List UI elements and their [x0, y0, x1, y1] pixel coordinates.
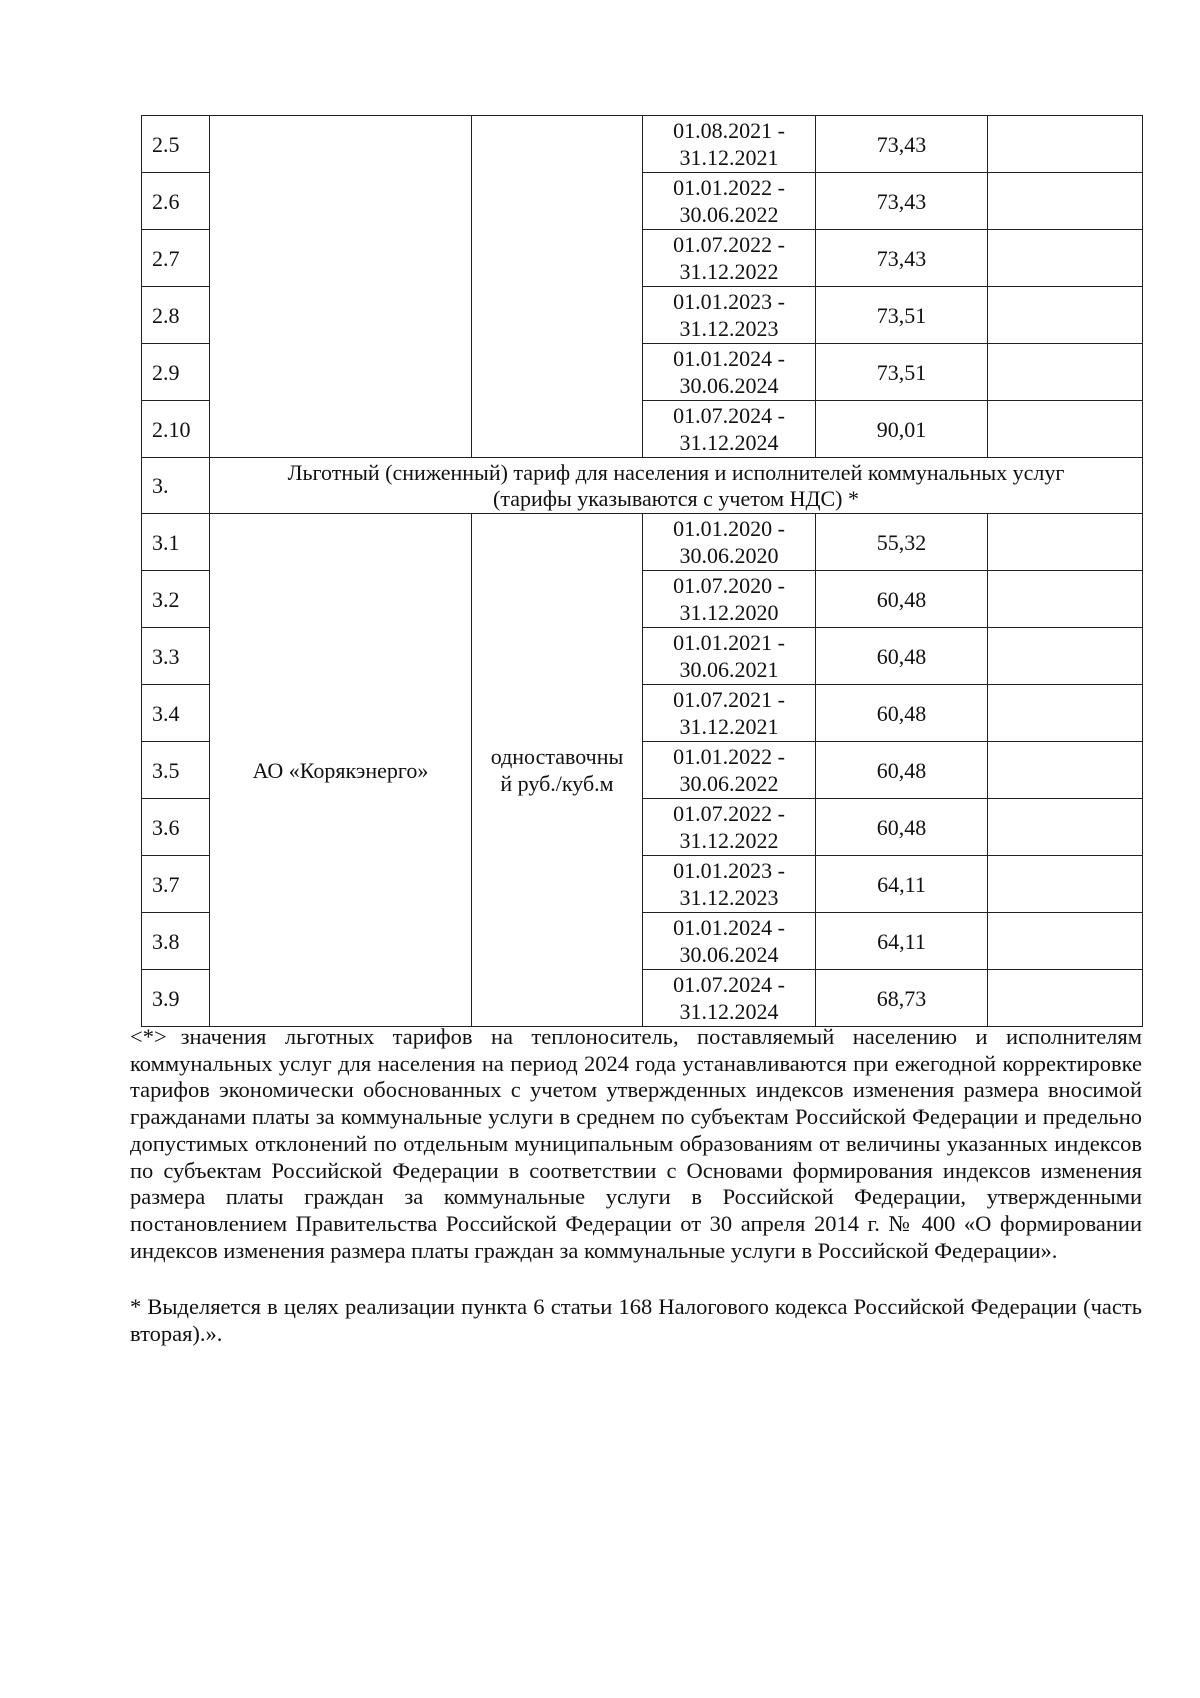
table-row	[142, 514, 1143, 571]
period-start: 01.07.2024 -	[673, 403, 785, 428]
section-title-line: (тарифы указываются с учетом НДС) *	[493, 485, 859, 511]
section-title	[210, 458, 1143, 514]
period-start: 01.01.2022 -	[673, 175, 785, 200]
empty-cell	[988, 856, 1143, 913]
period-cell	[643, 230, 816, 287]
period-end: 30.06.2022	[679, 202, 779, 227]
period-start: 01.07.2021 -	[673, 687, 785, 712]
period-cell	[643, 514, 816, 571]
period-end: 31.12.2024	[679, 999, 779, 1024]
period-end: 31.12.2024	[679, 430, 779, 455]
period-cell	[643, 571, 816, 628]
tariff-value: 60,48	[816, 571, 988, 628]
organization-name: АО «Корякэнерго»	[252, 757, 429, 783]
empty-cell	[988, 970, 1143, 1027]
tariff-table-body	[142, 116, 1143, 1027]
empty-cell	[988, 742, 1143, 799]
row-number: 2.10	[142, 401, 210, 458]
tariff-value: 64,11	[816, 913, 988, 970]
tariff-type-cell	[472, 116, 643, 458]
period-end: 30.06.2020	[679, 543, 779, 568]
tariff-type-cell	[472, 514, 643, 1027]
row-number: 2.7	[142, 230, 210, 287]
row-number: 3.9	[142, 970, 210, 1027]
period-start: 01.07.2022 -	[673, 232, 785, 257]
tariff-table	[141, 115, 1143, 1027]
row-number: 3.	[142, 458, 210, 514]
period-start: 01.01.2023 -	[673, 289, 785, 314]
row-number: 3.1	[142, 514, 210, 571]
period-end: 31.12.2021	[679, 145, 779, 170]
period-cell	[643, 628, 816, 685]
row-number: 3.8	[142, 913, 210, 970]
period-start: 01.08.2021 -	[673, 118, 785, 143]
row-number: 3.5	[142, 742, 210, 799]
footnote-benefit-tariffs	[130, 1024, 1142, 1264]
period-start: 01.07.2024 -	[673, 972, 785, 997]
period-start: 01.01.2020 -	[673, 516, 785, 541]
period-end: 30.06.2024	[679, 373, 779, 398]
period-end: 31.12.2023	[679, 316, 779, 341]
empty-cell	[988, 913, 1143, 970]
tariff-type-line: одноставочны	[490, 744, 624, 769]
period-end: 31.12.2022	[679, 259, 779, 284]
period-cell	[643, 344, 816, 401]
notes-block	[130, 1024, 1142, 1348]
period-end: 31.12.2020	[679, 600, 779, 625]
row-number: 2.5	[142, 116, 210, 173]
period-end: 30.06.2021	[679, 657, 779, 682]
row-number: 3.6	[142, 799, 210, 856]
tariff-value: 64,11	[816, 856, 988, 913]
tariff-value: 60,48	[816, 799, 988, 856]
empty-cell	[988, 230, 1143, 287]
period-start: 01.07.2022 -	[673, 801, 785, 826]
tariff-value: 55,32	[816, 514, 988, 571]
row-number: 3.7	[142, 856, 210, 913]
empty-cell	[988, 173, 1143, 230]
footnote-marker: <*>	[130, 1024, 167, 1049]
row-number: 2.8	[142, 287, 210, 344]
empty-cell	[988, 571, 1143, 628]
period-end: 31.12.2022	[679, 828, 779, 853]
period-cell	[643, 116, 816, 173]
period-cell	[643, 856, 816, 913]
footnote-text: значения льготных тарифов на теплоноситель, поставляемый населению и исполнителям коммунальных услуг для населения на период 2024 года устанавливаются при ежегодной корректировке тарифов экономически обоснованных с учетом утвержденных индексов изменения размера вносимой гражданами платы за коммунальные услуги в среднем по субъектам Российской Федерации и предельно допустимых отклонений по отдельным муниципальным образованиям от величины указанных индексов по субъектам Российской Федерации в соответствии с Основами формирования индексов изменения размера платы граждан за коммунальные услуги в Российской Федерации, утвержденными постановлением Правительства Российской Федерации от 30 апреля 2014 г. № 400 «О формировании индексов изменения размера платы граждан за коммунальные услуги в Российской Федерации».	[130, 1024, 1142, 1263]
period-cell	[643, 970, 816, 1027]
period-start: 01.01.2024 -	[673, 915, 785, 940]
tariff-type-line: й руб./куб.м	[500, 771, 614, 796]
period-start: 01.01.2021 -	[673, 630, 785, 655]
period-end: 30.06.2024	[679, 942, 779, 967]
empty-cell	[988, 116, 1143, 173]
tariff-value: 90,01	[816, 401, 988, 458]
period-start: 01.07.2020 -	[673, 573, 785, 598]
tariff-value: 60,48	[816, 685, 988, 742]
tariff-value: 73,43	[816, 230, 988, 287]
row-number: 3.3	[142, 628, 210, 685]
empty-cell	[988, 799, 1143, 856]
section-header-row	[142, 458, 1143, 514]
period-start: 01.01.2022 -	[673, 744, 785, 769]
row-number: 2.6	[142, 173, 210, 230]
tariff-value: 73,51	[816, 344, 988, 401]
tariff-value: 73,51	[816, 287, 988, 344]
tariff-value: 60,48	[816, 628, 988, 685]
empty-cell	[988, 514, 1143, 571]
period-end: 31.12.2023	[679, 885, 779, 910]
row-number: 2.9	[142, 344, 210, 401]
empty-cell	[988, 287, 1143, 344]
tariff-value: 60,48	[816, 742, 988, 799]
period-cell	[643, 742, 816, 799]
row-number: 3.4	[142, 685, 210, 742]
period-cell	[643, 401, 816, 458]
section-title-line: Льготный (сниженный) тариф для населения и исполнителей коммунальных услуг	[287, 459, 1065, 485]
period-cell	[643, 685, 816, 742]
organization-cell	[210, 116, 472, 458]
footnote-vat: * Выделяется в целях реализации пункта 6 статьи 168 Налогового кодекса Российской Федерации (часть вторая).».	[130, 1294, 1142, 1347]
period-end: 30.06.2022	[679, 771, 779, 796]
empty-cell	[988, 685, 1143, 742]
tariff-value: 73,43	[816, 116, 988, 173]
period-cell	[643, 173, 816, 230]
table-row	[142, 116, 1143, 173]
period-start: 01.01.2023 -	[673, 858, 785, 883]
empty-cell	[988, 628, 1143, 685]
tariff-value: 73,43	[816, 173, 988, 230]
period-end: 31.12.2021	[679, 714, 779, 739]
tariff-value: 68,73	[816, 970, 988, 1027]
period-cell	[643, 913, 816, 970]
period-start: 01.01.2024 -	[673, 346, 785, 371]
period-cell	[643, 799, 816, 856]
organization-cell	[210, 514, 472, 1027]
period-cell	[643, 287, 816, 344]
empty-cell	[988, 401, 1143, 458]
row-number: 3.2	[142, 571, 210, 628]
empty-cell	[988, 344, 1143, 401]
